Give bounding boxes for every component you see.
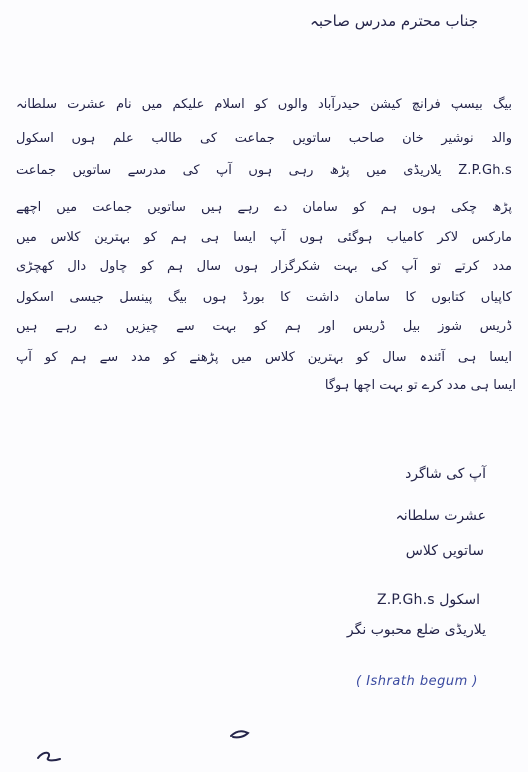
body-line-10: ایسا ہی مدد کرے تو بہت اچھا ہوگا	[324, 378, 516, 393]
body-line-5: مارکس لاکر کامیاب ہوگئی ہوں آپ ایسا ہی ہم کو بہترین کلاس میں	[16, 230, 512, 245]
body-line-6: مدد کرتے تو آپ کی بہت شکرگزار ہوں سال ہم کو چاول دال کھچڑی	[16, 259, 512, 274]
body-line-4: پڑھ چکی ہوں ہم کو سامان دے رہے ہیں ساتویں جماعت میں اچھے	[16, 200, 512, 215]
student-class: ساتویں کلاس	[405, 543, 484, 559]
closing-line: آپ کی شاگرد	[405, 466, 486, 482]
body-line-2: والد نوشیر خان صاحب ساتویں جماعت کی طالب علم ہوں اسکول	[16, 131, 512, 146]
body-line-7: کاپیاں کتابوں کا سامان داشت کا بورڈ ہوں بیگ پینسل جیسی اسکول	[16, 290, 512, 305]
pen-mark-corner	[34, 744, 64, 766]
student-name: عشرت سلطانہ	[395, 508, 486, 524]
pen-mark-stroke	[228, 726, 254, 744]
body-line-1: بیگ بیسپ فرانچ کیشن حیدرآباد والوں کو اسلام علیکم میں نام عشرت سلطانہ	[16, 97, 512, 112]
body-line-9: ایسا ہی آئندہ سال کو بہترین کلاس میں پڑھنے کو مدد سے ہم کو آپ	[16, 350, 512, 365]
salutation: جناب محترم مدرس صاحبہ	[310, 12, 478, 30]
body-line-8: ڈریس شوز بیل ڈریس اور ہم کو بہت سے چیزیں دے رہے ہیں	[16, 319, 512, 334]
body-line-3: Z.P.Gh.s یلاریڈی میں پڑھ رہی ہوں آپ کی مدرسے ساتویں جماعت	[16, 163, 512, 178]
signature-latin: ( Ishrath begum )	[356, 674, 478, 689]
school-name: اسکول Z.P.Gh.s	[376, 592, 480, 608]
school-place: یلاریڈی ضلع محبوب نگر	[346, 622, 486, 638]
